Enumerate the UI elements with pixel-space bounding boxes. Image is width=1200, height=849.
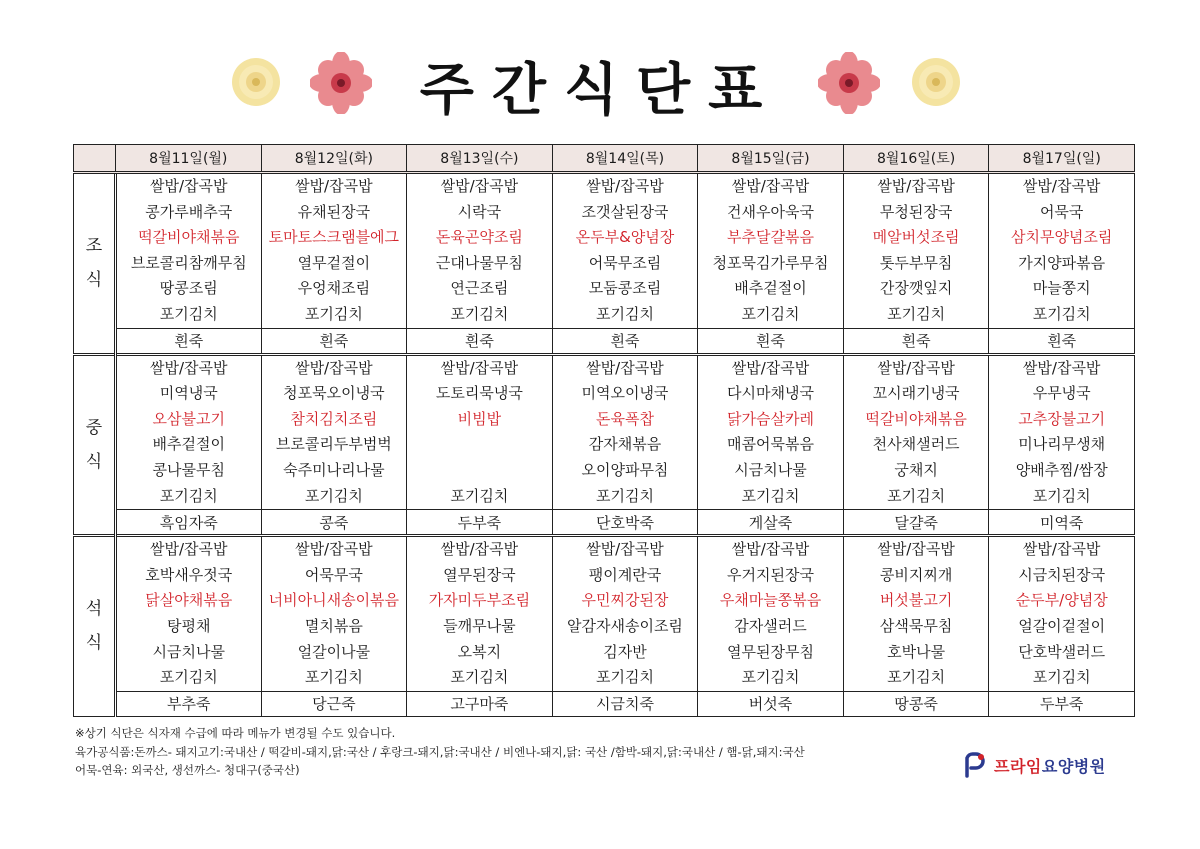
day-header: 8월17일(일): [989, 145, 1135, 173]
hospital-logo-icon: [962, 752, 988, 778]
dish-item: 숙주미나리나물: [283, 460, 385, 479]
dish-item: 어묵국: [1039, 202, 1084, 221]
porridge-row: [74, 510, 1135, 536]
dish-item: 시금치나물: [734, 460, 807, 479]
meal-row: [74, 536, 1135, 692]
page-title: 주간식단표: [419, 58, 781, 123]
dish-item: 김자반: [603, 642, 647, 661]
dish-item: 얼갈이나물: [297, 642, 371, 661]
porridge-cell: 흰죽: [261, 328, 407, 354]
dish-item: 꼬시래기냉국: [872, 384, 960, 403]
dish-cell: [261, 354, 407, 510]
day-header: 8월11일(월): [116, 145, 262, 173]
dish-cell: [261, 536, 407, 692]
dish-item: 쌀밥/잡곡밥: [731, 358, 810, 377]
dish-item: 시금치나물: [152, 642, 225, 661]
dish-item: 쌀밥/잡곡밥: [586, 540, 664, 559]
dish-item: 쌀밥/잡곡밥: [150, 177, 228, 195]
meal-label-char: 석: [85, 599, 103, 620]
porridge-cell: 흰죽: [116, 328, 262, 354]
porridge-cell: 단호박죽: [552, 510, 698, 536]
dish-item: 조갯살된장국: [581, 202, 669, 221]
dish-item: 쌀밥/잡곡밥: [1022, 540, 1101, 559]
dish-cell: [552, 354, 698, 510]
dish-item: 콩나물무침: [152, 460, 225, 479]
dish-item: 호박나물: [887, 642, 946, 661]
dish-item: 미역냉국: [159, 384, 218, 403]
dish-item: 포기김치: [1032, 668, 1091, 687]
main-dish: 고추장불고기: [1018, 409, 1106, 428]
dish-item: 우거지된장국: [727, 565, 814, 584]
dish-item: 땅콩조림: [159, 279, 218, 298]
yellow-rose-icon: [228, 54, 284, 110]
dish-item: 탕평채: [167, 616, 211, 635]
dish-item: 청포묵오이냉국: [283, 384, 385, 403]
main-dish: 우채마늘쫑볶음: [719, 591, 822, 610]
weekly-menu-table: [73, 144, 1135, 717]
meal-label: [74, 173, 116, 355]
dish-item: 포기김치: [304, 486, 363, 505]
hospital-name-part-a: 프라임: [994, 756, 1042, 776]
porridge-cell: 땅콩죽: [843, 691, 989, 716]
porridge-cell: 게살죽: [698, 510, 844, 536]
dish-item: 쌀밥/잡곡밥: [295, 177, 373, 195]
porridge-cell: 고구마죽: [407, 691, 553, 716]
dish-item: 천사채샐러드: [872, 435, 960, 454]
pink-flower-icon: [310, 52, 372, 114]
porridge-cell: 미역죽: [989, 510, 1135, 536]
dish-item: 궁채지: [894, 460, 938, 479]
dish-item: 콩가루배추국: [145, 202, 233, 221]
dish-item: 멸치볶음: [304, 616, 363, 635]
dish-item: 포기김치: [450, 486, 509, 505]
dish-item: 쌀밥/잡곡밥: [295, 540, 373, 559]
dish-item: 포기김치: [304, 668, 363, 687]
dish-item: 포기김치: [159, 304, 218, 323]
dish-cell: [407, 173, 553, 329]
dish-item: 쌀밥/잡곡밥: [295, 358, 373, 377]
dish-item: 도토리묵냉국: [435, 384, 523, 403]
dish-item: 우무냉국: [1032, 384, 1091, 403]
note-line: 어묵-연육: 외국산, 생선까스- 청대구(중국산): [75, 763, 300, 777]
porridge-cell: 시금치죽: [552, 691, 698, 716]
corner-cell: [74, 145, 116, 173]
dish-cell: [698, 354, 844, 510]
hospital-name: [994, 754, 1106, 777]
porridge-cell: 흰죽: [407, 328, 553, 354]
main-dish: 부추달걀볶음: [727, 228, 814, 247]
dish-item: 열무겉절이: [297, 253, 371, 272]
dish-item: 쌀밥/잡곡밥: [877, 358, 955, 377]
meal-label: [74, 536, 116, 717]
dish-item: 청포묵김가루무침: [712, 253, 829, 272]
dish-cell: [989, 536, 1135, 692]
porridge-cell: 콩죽: [261, 510, 407, 536]
main-dish: 비빔밥: [457, 409, 502, 428]
dish-item: 쌀밥/잡곡밥: [440, 540, 519, 559]
main-dish: 참치김치조림: [290, 409, 378, 428]
meal-label-char: 중: [85, 417, 103, 438]
meal-label: [74, 354, 116, 536]
main-dish: 돈육곤약조림: [435, 228, 523, 247]
notes: [75, 724, 805, 780]
dish-item: 우엉채조림: [297, 279, 371, 298]
dish-item: 쌀밥/잡곡밥: [1022, 177, 1101, 195]
porridge-cell: 버섯죽: [698, 691, 844, 716]
main-dish: 돈육폭찹: [595, 409, 654, 428]
main-dish: 닭살야채볶음: [145, 591, 233, 610]
dish-item: 쌀밥/잡곡밥: [440, 358, 519, 377]
dish-item: 쌀밥/잡곡밥: [440, 177, 519, 195]
dish-item: 단호박샐러드: [1018, 642, 1106, 661]
dish-item: 감자샐러드: [734, 616, 807, 635]
dish-cell: [116, 173, 262, 329]
header-row: [74, 145, 1135, 173]
yellow-rose-icon: [908, 54, 964, 110]
dish-item: 포기김치: [595, 304, 654, 323]
porridge-cell: 부추죽: [116, 691, 262, 716]
dish-item: 오복지: [457, 642, 502, 661]
main-dish: 떡갈비야채볶음: [138, 228, 240, 247]
dish-cell: [843, 536, 989, 692]
dish-item: 얼갈이겉절이: [1018, 616, 1106, 635]
dish-item: 톳두부무침: [879, 253, 953, 272]
note-line: 육가공식품:돈까스- 돼지고기:국내산 / 떡갈비-돼지,닭:국산 / 후랑크-돼지,닭:국내산 / 비엔나-돼지,닭: 국산 /함박-돼지,닭:국내산 / 햄-닭,돼지:국산: [75, 744, 805, 759]
dish-item: 포기김치: [1032, 486, 1091, 505]
hospital-name-part-b: 요양병원: [1041, 756, 1106, 776]
dish-item: 쌀밥/잡곡밥: [731, 177, 810, 195]
dish-item: 어묵무조림: [588, 253, 662, 272]
dish-item: 알감자새송이조림: [567, 616, 683, 635]
dish-item: 마늘쫑지: [1032, 279, 1091, 298]
dish-item: 건새우아욱국: [727, 202, 814, 221]
dish-item: 배추겉절이: [152, 435, 225, 454]
dish-item: 쌀밥/잡곡밥: [150, 358, 228, 377]
meal-label-char: 식: [85, 451, 103, 472]
dish-item: 간장깻잎지: [879, 279, 953, 298]
dish-cell: [407, 354, 553, 510]
porridge-cell: 당근죽: [261, 691, 407, 716]
dish-item: 가지양파볶음: [1018, 253, 1106, 272]
dish-cell: [552, 536, 698, 692]
day-header: 8월15일(금): [698, 145, 844, 173]
main-dish: 오삼불고기: [152, 409, 225, 428]
dish-item: 포기김치: [741, 486, 800, 505]
dish-cell: [843, 173, 989, 329]
meal-label-char: 식: [85, 633, 103, 654]
dish-item: 쌀밥/잡곡밥: [877, 540, 955, 559]
dish-item: 포기김치: [887, 668, 946, 687]
porridge-row: [74, 328, 1135, 354]
pink-flower-icon: [818, 52, 880, 114]
meal-label-char: 식: [85, 270, 103, 291]
main-dish: 온두부&양념장: [575, 228, 675, 247]
dish-item: 감자채볶음: [588, 435, 662, 454]
dish-cell: [843, 354, 989, 510]
dish-item: 오이양파무침: [581, 460, 669, 479]
meal-row: [74, 354, 1135, 510]
dish-item: 삼색묵무침: [879, 616, 953, 635]
dish-item: 양배추찜/쌈장: [1015, 460, 1108, 479]
dish-item: 포기김치: [159, 486, 218, 505]
dish-item: 미나리무생채: [1018, 435, 1106, 454]
day-header: 8월14일(목): [552, 145, 698, 173]
dish-cell: [552, 173, 698, 329]
main-dish: 토마토스크램블에그: [268, 228, 400, 247]
dish-item: 포기김치: [595, 668, 654, 687]
dish-item: 포기김치: [1032, 304, 1091, 323]
main-dish: 가자미두부조림: [428, 591, 531, 610]
dish-item: 열무된장무침: [727, 642, 814, 661]
dish-item: 근대나물무침: [435, 253, 523, 272]
dish-cell: [698, 536, 844, 692]
title-row: [0, 40, 1200, 123]
dish-item: 포기김치: [741, 668, 800, 687]
porridge-cell: 흰죽: [843, 328, 989, 354]
dish-item: 쌀밥/잡곡밥: [877, 177, 955, 195]
dish-item: 쌀밥/잡곡밥: [731, 540, 810, 559]
main-dish: 너비아니새송이볶음: [268, 591, 400, 610]
dish-item: 포기김치: [595, 486, 654, 505]
dish-item: 배추겉절이: [734, 279, 807, 298]
dish-item: 콩비지찌개: [879, 565, 953, 584]
porridge-row: [74, 691, 1135, 716]
hospital-logo: [962, 751, 1106, 779]
meal-row: [74, 173, 1135, 329]
porridge-cell: 달걀죽: [843, 510, 989, 536]
dish-cell: [116, 536, 262, 692]
dish-item: 포기김치: [450, 304, 509, 323]
dish-item: 연근조림: [450, 279, 509, 298]
dish-item: [407, 458, 552, 484]
main-dish: 떡갈비야채볶음: [865, 409, 967, 428]
porridge-cell: 흑임자죽: [116, 510, 262, 536]
dish-item: 쌀밥/잡곡밥: [586, 358, 664, 377]
dish-item: 무청된장국: [879, 202, 953, 221]
porridge-cell: 흰죽: [989, 328, 1135, 354]
dish-item: 호박새우젓국: [145, 565, 233, 584]
dish-cell: [261, 173, 407, 329]
main-dish: 순두부/양념장: [1015, 591, 1108, 610]
dish-item: 다시마채냉국: [727, 384, 814, 403]
dish-item: 포기김치: [741, 304, 800, 323]
main-dish: 메알버섯조림: [872, 228, 960, 247]
dish-item: 열무된장국: [443, 565, 516, 584]
dish-item: 팽이계란국: [588, 565, 662, 584]
dish-cell: [989, 354, 1135, 510]
dish-item: 브로콜리두부범벅: [275, 435, 392, 454]
porridge-cell: 흰죽: [698, 328, 844, 354]
dish-item: 시금치된장국: [1018, 565, 1106, 584]
dish-item: 유채된장국: [297, 202, 371, 221]
dish-item: 포기김치: [450, 668, 509, 687]
dish-item: 시락국: [457, 202, 502, 221]
main-dish: 삼치무양념조림: [1010, 228, 1113, 247]
day-header: 8월13일(수): [407, 145, 553, 173]
porridge-cell: 두부죽: [407, 510, 553, 536]
dish-item: 들깨무나물: [443, 616, 516, 635]
dish-item: 매콤어묵볶음: [727, 435, 814, 454]
dish-cell: [116, 354, 262, 510]
dish-item: 포기김치: [159, 668, 218, 687]
dish-cell: [989, 173, 1135, 329]
dish-item: 포기김치: [887, 304, 946, 323]
dish-item: 쌀밥/잡곡밥: [150, 540, 228, 559]
porridge-cell: 흰죽: [552, 328, 698, 354]
dish-item: 미역오이냉국: [581, 384, 669, 403]
dish-item: 쌀밥/잡곡밥: [586, 177, 664, 195]
note-line: ※상기 식단은 식자재 수급에 따라 메뉴가 변경될 수도 있습니다.: [75, 726, 396, 740]
dish-item: 어묵무국: [304, 565, 363, 584]
dish-item: 브로콜리참깨무침: [130, 253, 247, 272]
day-header: 8월12일(화): [261, 145, 407, 173]
dish-item: 모둠콩조림: [588, 279, 662, 298]
day-header: 8월16일(토): [843, 145, 989, 173]
main-dish: 버섯불고기: [879, 591, 953, 610]
dish-cell: [698, 173, 844, 329]
main-dish: 닭가슴살카레: [727, 409, 814, 428]
main-dish: 우민찌강된장: [581, 591, 669, 610]
dish-item: [407, 432, 552, 458]
dish-cell: [407, 536, 553, 692]
dish-item: 포기김치: [304, 304, 363, 323]
dish-item: 쌀밥/잡곡밥: [1022, 358, 1101, 377]
porridge-cell: 두부죽: [989, 691, 1135, 716]
meal-label-char: 조: [85, 236, 103, 257]
dish-item: 포기김치: [887, 486, 946, 505]
